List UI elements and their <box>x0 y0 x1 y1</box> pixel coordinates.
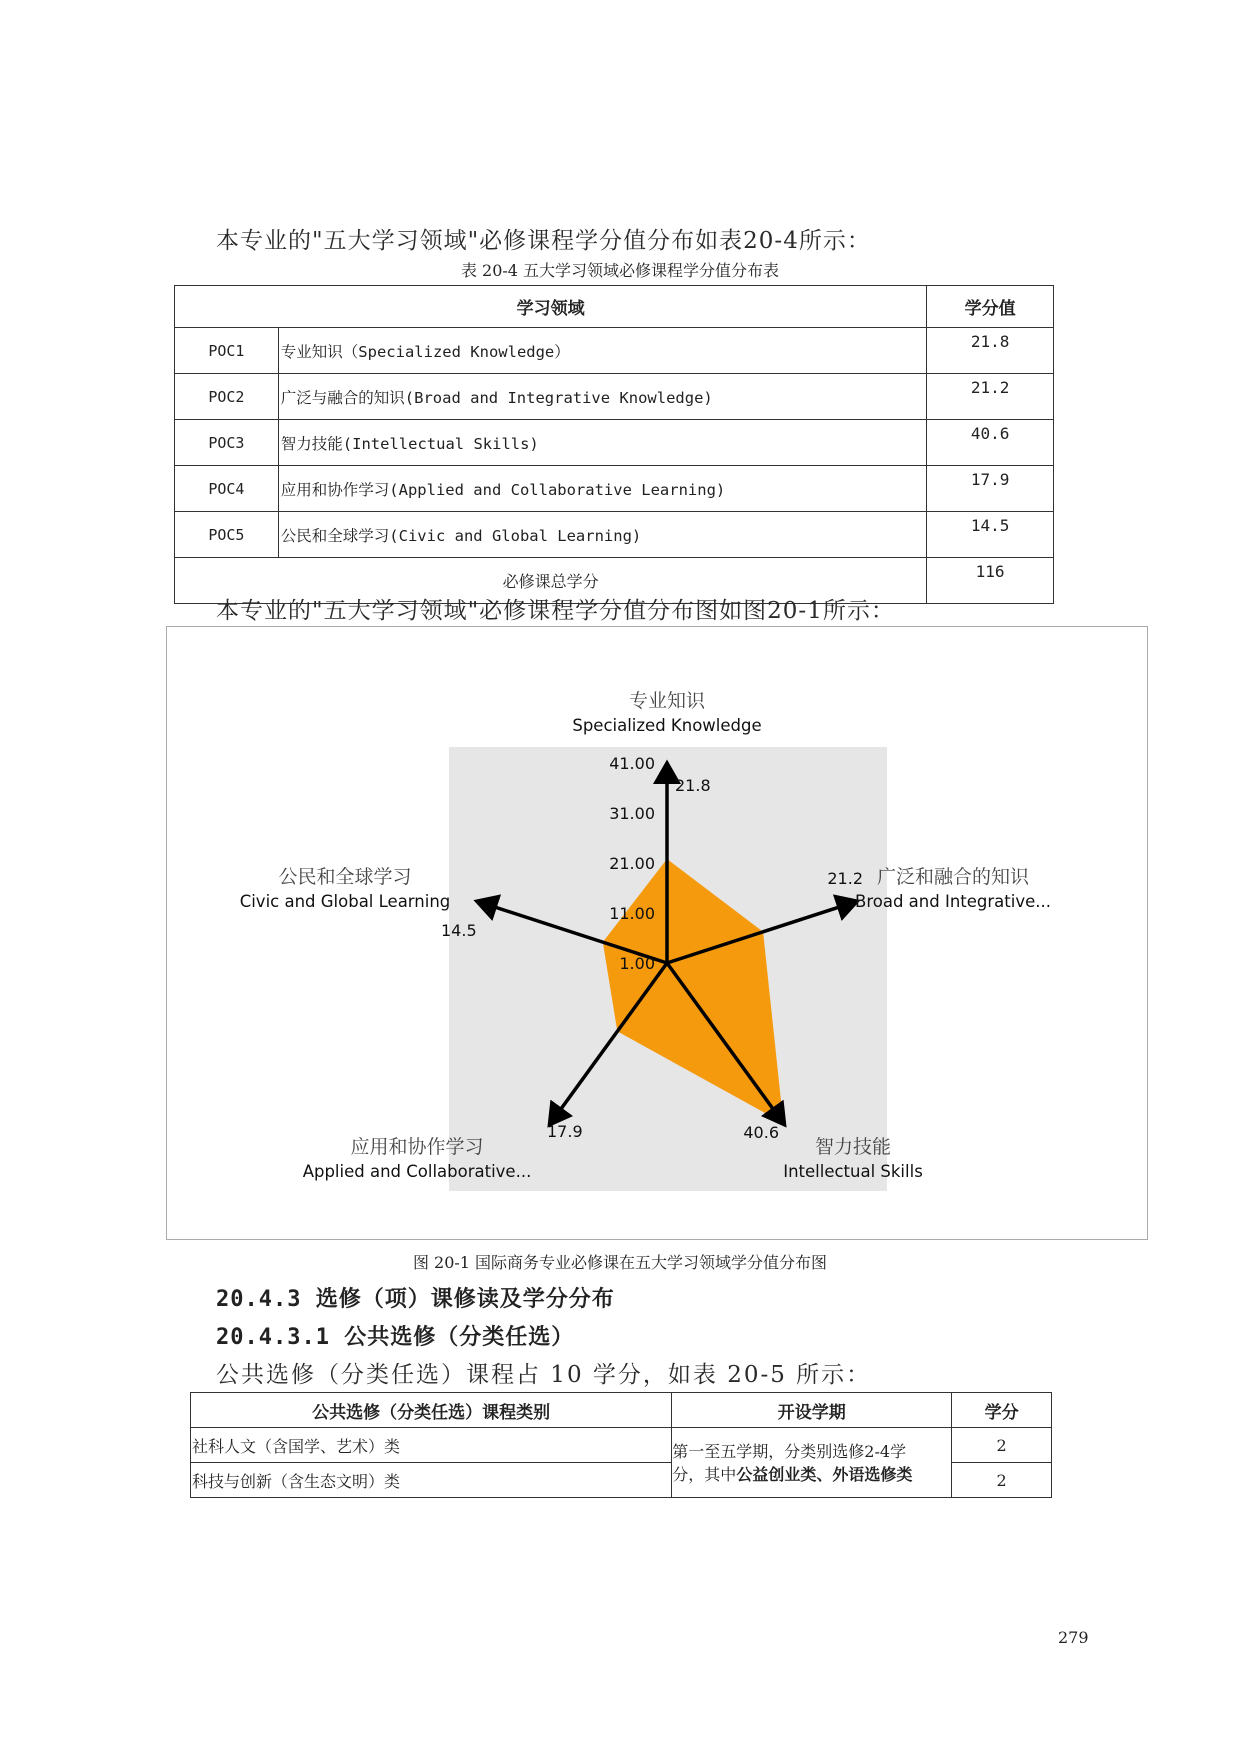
chart-frame <box>166 626 1148 1240</box>
row-value: 14.5 <box>927 512 1054 558</box>
category-label-en: Applied and Collaborative... <box>302 1162 532 1181</box>
table-row <box>175 374 1054 420</box>
row-code: POC2 <box>175 374 279 420</box>
table-row <box>191 1428 1052 1463</box>
term-text-bold: 公益创业类、外语选修类 <box>736 1464 913 1484</box>
row-domain: 智力技能(Intellectual Skills) <box>278 420 926 466</box>
row-value: 40.6 <box>927 420 1054 466</box>
row-category: 科技与创新（含生态文明）类 <box>191 1463 672 1498</box>
category-label-en: Intellectual Skills <box>783 1162 923 1181</box>
category-label-en: Specialized Knowledge <box>572 716 762 735</box>
term-text-line2: 分，其中 <box>672 1464 737 1484</box>
header-domain: 学习领域 <box>175 286 927 328</box>
tick-label: 31.00 <box>609 804 655 823</box>
row-value: 21.8 <box>927 328 1054 374</box>
row-value: 21.2 <box>927 374 1054 420</box>
row-domain: 广泛与融合的知识(Broad and Integrative Knowledge) <box>278 374 926 420</box>
elective-table <box>190 1392 1052 1498</box>
data-label: 17.9 <box>547 1122 583 1141</box>
table-row <box>175 420 1054 466</box>
row-domain: 公民和全球学习(Civic and Global Learning) <box>278 512 926 558</box>
data-label: 40.6 <box>743 1123 779 1142</box>
credit-distribution-table <box>174 285 1054 604</box>
data-label: 21.2 <box>827 869 863 888</box>
category-label-cn: 智力技能 <box>814 1136 892 1158</box>
tick-label: 1.00 <box>619 954 655 973</box>
data-label: 14.5 <box>441 921 477 940</box>
row-code: POC4 <box>175 466 279 512</box>
category-label-en: Broad and Integrative... <box>855 892 1051 911</box>
row-code: POC5 <box>175 512 279 558</box>
term-text-line1: 第一至五学期，分类别选修2-4学 <box>672 1441 907 1461</box>
row-domain: 应用和协作学习(Applied and Collaborative Learning) <box>278 466 926 512</box>
table-row <box>175 328 1054 374</box>
category-label-cn: 广泛和融合的知识 <box>876 866 1030 888</box>
row-credits: 2 <box>952 1463 1052 1498</box>
table-caption: 表 20-4 五大学习领域必修课程学分值分布表 <box>460 261 780 280</box>
page-number: 279 <box>1058 1628 1089 1647</box>
subsection-heading: 20.4.3.1 公共选修（分类任选） <box>216 1325 575 1350</box>
intro-paragraph: 本专业的"五大学习领域"必修课程学分值分布如表20-4所示： <box>216 228 871 254</box>
category-label-cn: 专业知识 <box>628 690 706 712</box>
row-domain: 专业知识（Specialized Knowledge） <box>278 328 926 374</box>
data-label: 21.8 <box>675 776 711 795</box>
elective-intro-paragraph: 公共选修（分类任选）课程占 10 学分，如表 20-5 所示： <box>216 1362 872 1388</box>
header-credits: 学分值 <box>927 286 1054 328</box>
tick-label: 41.00 <box>609 754 655 773</box>
tick-label: 21.00 <box>609 854 655 873</box>
row-code: POC1 <box>175 328 279 374</box>
category-label-cn: 应用和协作学习 <box>350 1136 484 1158</box>
header-category: 公共选修（分类任选）课程类别 <box>191 1393 672 1428</box>
radar-chart <box>167 627 1147 1239</box>
section-heading: 20.4.3 选修（项）课修读及学分分布 <box>216 1287 615 1312</box>
figure-caption: 图 20-1 国际商务专业必修课在五大学习领域学分值分布图 <box>412 1253 828 1272</box>
table-header-row <box>175 286 1054 328</box>
total-value: 116 <box>927 558 1054 604</box>
total-label: 必修课总学分 <box>175 558 927 604</box>
header-term: 开设学期 <box>672 1393 952 1428</box>
row-code: POC3 <box>175 420 279 466</box>
term-cell <box>672 1428 952 1498</box>
row-category: 社科人文（含国学、艺术）类 <box>191 1428 672 1463</box>
row-credits: 2 <box>952 1428 1052 1463</box>
table-row <box>175 466 1054 512</box>
category-label-en: Civic and Global Learning <box>239 892 451 911</box>
chart-intro-paragraph: 本专业的"五大学习领域"必修课程学分值分布图如图20-1所示： <box>216 598 895 624</box>
table-row <box>175 512 1054 558</box>
table-header-row <box>191 1393 1052 1428</box>
category-label-cn: 公民和全球学习 <box>278 866 412 888</box>
tick-label: 11.00 <box>609 904 655 923</box>
header-credits: 学分 <box>952 1393 1052 1428</box>
row-value: 17.9 <box>927 466 1054 512</box>
